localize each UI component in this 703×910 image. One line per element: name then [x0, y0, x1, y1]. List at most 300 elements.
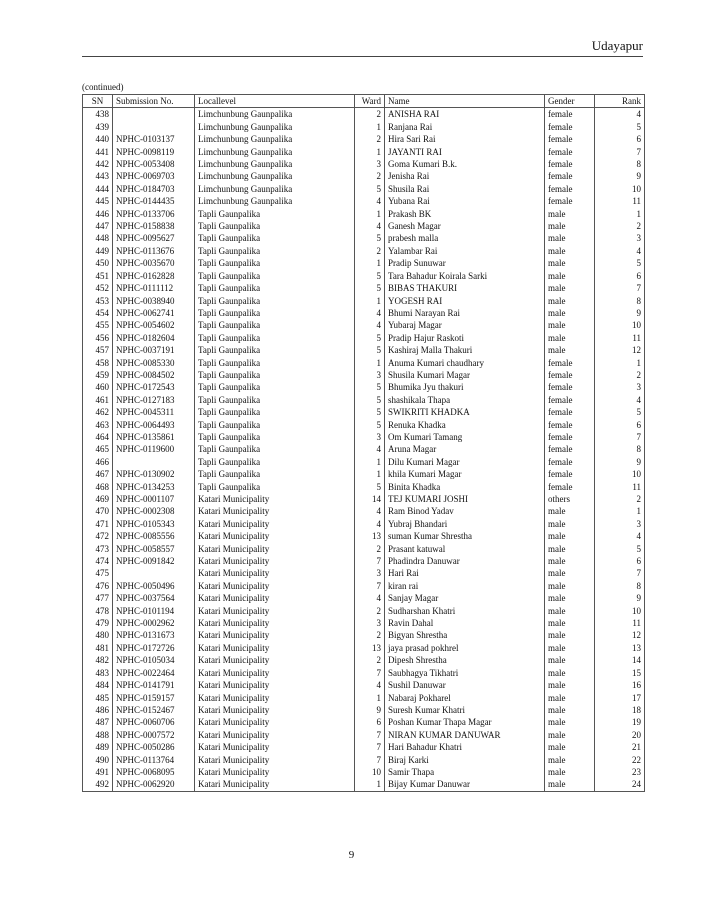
cell-submission-no: NPHC-0134253 [113, 481, 195, 493]
cell-rank: 23 [595, 766, 645, 778]
cell-ward: 7 [355, 555, 385, 567]
cell-name: Nabaraj Pokharel [385, 692, 545, 704]
cell-locallevel: Tapli Gaunpalika [195, 357, 355, 369]
cell-gender: others [545, 493, 595, 505]
cell-rank: 5 [595, 121, 645, 133]
cell-locallevel: Katari Municipality [195, 729, 355, 741]
cell-gender: male [545, 592, 595, 604]
cell-rank: 7 [595, 567, 645, 579]
cell-gender: male [545, 282, 595, 294]
table-row [83, 295, 645, 307]
cell-submission-no: NPHC-0144435 [113, 195, 195, 207]
cell-ward: 4 [355, 592, 385, 604]
cell-gender: male [545, 617, 595, 629]
cell-sn: 458 [83, 357, 113, 369]
cell-submission-no: NPHC-0035670 [113, 257, 195, 269]
cell-locallevel: Tapli Gaunpalika [195, 394, 355, 406]
table-row [83, 431, 645, 443]
cell-name: Yubraj Bhandari [385, 518, 545, 530]
cell-ward: 14 [355, 493, 385, 505]
cell-gender: male [545, 270, 595, 282]
cell-ward: 1 [355, 692, 385, 704]
cell-ward: 2 [355, 605, 385, 617]
column-header-rank: Rank [595, 95, 645, 108]
cell-sn: 450 [83, 257, 113, 269]
cell-locallevel: Limchunbung Gaunpalika [195, 195, 355, 207]
cell-name: Saubhagya Tikhatri [385, 667, 545, 679]
cell-locallevel: Tapli Gaunpalika [195, 443, 355, 455]
table-row [83, 505, 645, 517]
cell-rank: 6 [595, 270, 645, 282]
cell-rank: 12 [595, 629, 645, 641]
cell-gender: male [545, 344, 595, 356]
cell-sn: 480 [83, 629, 113, 641]
cell-sn: 477 [83, 592, 113, 604]
cell-locallevel: Tapli Gaunpalika [195, 332, 355, 344]
cell-rank: 5 [595, 257, 645, 269]
cell-rank: 16 [595, 679, 645, 691]
cell-sn: 463 [83, 419, 113, 431]
cell-sn: 492 [83, 778, 113, 791]
cell-ward: 4 [355, 679, 385, 691]
cell-sn: 444 [83, 183, 113, 195]
cell-submission-no: NPHC-0038940 [113, 295, 195, 307]
cell-submission-no: NPHC-0184703 [113, 183, 195, 195]
cell-locallevel: Tapli Gaunpalika [195, 220, 355, 232]
cell-submission-no: NPHC-0111112 [113, 282, 195, 294]
cell-sn: 457 [83, 344, 113, 356]
cell-gender: male [545, 692, 595, 704]
cell-submission-no: NPHC-0007572 [113, 729, 195, 741]
cell-ward: 4 [355, 505, 385, 517]
cell-ward: 5 [355, 344, 385, 356]
cell-submission-no [113, 567, 195, 579]
cell-ward: 3 [355, 158, 385, 170]
cell-sn: 459 [83, 369, 113, 381]
column-header-ward: Ward [355, 95, 385, 108]
cell-locallevel: Katari Municipality [195, 518, 355, 530]
table-row [83, 456, 645, 468]
cell-name: Sushil Danuwar [385, 679, 545, 691]
cell-name: Bigyan Shrestha [385, 629, 545, 641]
cell-gender: male [545, 605, 595, 617]
table-row [83, 629, 645, 641]
running-header [82, 38, 643, 57]
cell-gender: male [545, 754, 595, 766]
cell-sn: 456 [83, 332, 113, 344]
cell-sn: 478 [83, 605, 113, 617]
cell-ward: 13 [355, 642, 385, 654]
table-row [83, 754, 645, 766]
cell-locallevel: Katari Municipality [195, 580, 355, 592]
cell-ward: 3 [355, 617, 385, 629]
table-row [83, 208, 645, 220]
cell-sn: 470 [83, 505, 113, 517]
cell-name: Ranjana Rai [385, 121, 545, 133]
cell-gender: male [545, 543, 595, 555]
table-row [83, 307, 645, 319]
cell-submission-no: NPHC-0002308 [113, 505, 195, 517]
cell-ward: 1 [355, 357, 385, 369]
cell-ward: 1 [355, 295, 385, 307]
cell-sn: 455 [83, 319, 113, 331]
table-row [83, 530, 645, 542]
cell-submission-no: NPHC-0152467 [113, 704, 195, 716]
cell-name: Poshan Kumar Thapa Magar [385, 716, 545, 728]
cell-locallevel: Tapli Gaunpalika [195, 307, 355, 319]
cell-name: Goma Kumari B.k. [385, 158, 545, 170]
cell-submission-no: NPHC-0062741 [113, 307, 195, 319]
cell-sn: 482 [83, 654, 113, 666]
table-row [83, 605, 645, 617]
cell-ward: 2 [355, 133, 385, 145]
cell-rank: 8 [595, 580, 645, 592]
cell-locallevel: Katari Municipality [195, 493, 355, 505]
cell-rank: 8 [595, 295, 645, 307]
cell-rank: 11 [595, 617, 645, 629]
cell-rank: 10 [595, 319, 645, 331]
cell-gender: male [545, 232, 595, 244]
cell-submission-no [113, 108, 195, 121]
cell-sn: 448 [83, 232, 113, 244]
cell-submission-no: NPHC-0159157 [113, 692, 195, 704]
cell-gender: male [545, 667, 595, 679]
cell-rank: 1 [595, 208, 645, 220]
cell-ward: 2 [355, 170, 385, 182]
cell-name: Ravin Dahal [385, 617, 545, 629]
cell-submission-no [113, 456, 195, 468]
cell-gender: female [545, 381, 595, 393]
table-row [83, 729, 645, 741]
table-row [83, 282, 645, 294]
cell-name: Sudharshan Khatri [385, 605, 545, 617]
cell-name: Pradip Hajur Raskoti [385, 332, 545, 344]
cell-rank: 11 [595, 332, 645, 344]
table-row [83, 692, 645, 704]
cell-name: YOGESH RAI [385, 295, 545, 307]
cell-locallevel: Limchunbung Gaunpalika [195, 146, 355, 158]
cell-submission-no: NPHC-0085556 [113, 530, 195, 542]
cell-ward: 7 [355, 741, 385, 753]
cell-sn: 446 [83, 208, 113, 220]
cell-ward: 3 [355, 567, 385, 579]
cell-ward: 2 [355, 108, 385, 121]
cell-submission-no: NPHC-0085330 [113, 357, 195, 369]
cell-locallevel: Limchunbung Gaunpalika [195, 183, 355, 195]
table-row [83, 654, 645, 666]
cell-gender: female [545, 406, 595, 418]
cell-name: Shusila Kumari Magar [385, 369, 545, 381]
cell-name: Dilu Kumari Magar [385, 456, 545, 468]
cell-locallevel: Tapli Gaunpalika [195, 295, 355, 307]
cell-submission-no: NPHC-0172726 [113, 642, 195, 654]
cell-submission-no: NPHC-0022464 [113, 667, 195, 679]
cell-sn: 454 [83, 307, 113, 319]
cell-locallevel: Tapli Gaunpalika [195, 245, 355, 257]
cell-gender: male [545, 208, 595, 220]
cell-locallevel: Tapli Gaunpalika [195, 257, 355, 269]
cell-sn: 474 [83, 555, 113, 567]
cell-rank: 15 [595, 667, 645, 679]
cell-sn: 439 [83, 121, 113, 133]
table-row [83, 592, 645, 604]
cell-rank: 2 [595, 369, 645, 381]
cell-gender: female [545, 357, 595, 369]
cell-locallevel: Tapli Gaunpalika [195, 431, 355, 443]
cell-submission-no: NPHC-0002962 [113, 617, 195, 629]
cell-ward: 2 [355, 543, 385, 555]
cell-gender: female [545, 108, 595, 121]
cell-ward: 2 [355, 629, 385, 641]
cell-sn: 467 [83, 468, 113, 480]
cell-ward: 5 [355, 332, 385, 344]
cell-sn: 475 [83, 567, 113, 579]
table-row [83, 170, 645, 182]
cell-sn: 460 [83, 381, 113, 393]
cell-locallevel: Tapli Gaunpalika [195, 456, 355, 468]
cell-locallevel: Limchunbung Gaunpalika [195, 133, 355, 145]
cell-locallevel: Tapli Gaunpalika [195, 319, 355, 331]
cell-locallevel: Tapli Gaunpalika [195, 270, 355, 282]
cell-rank: 10 [595, 605, 645, 617]
page-number: 9 [348, 849, 355, 861]
cell-submission-no: NPHC-0084502 [113, 369, 195, 381]
cell-submission-no: NPHC-0001107 [113, 493, 195, 505]
cell-sn: 488 [83, 729, 113, 741]
cell-locallevel: Tapli Gaunpalika [195, 369, 355, 381]
cell-sn: 466 [83, 456, 113, 468]
table-row [83, 158, 645, 170]
cell-name: Ram Binod Yadav [385, 505, 545, 517]
cell-rank: 17 [595, 692, 645, 704]
cell-name: Pradip Sunuwar [385, 257, 545, 269]
cell-ward: 1 [355, 121, 385, 133]
cell-name: BIBAS THAKURI [385, 282, 545, 294]
table-row [83, 195, 645, 207]
cell-locallevel: Tapli Gaunpalika [195, 468, 355, 480]
cell-locallevel: Katari Municipality [195, 543, 355, 555]
cell-name: Bhumi Narayan Rai [385, 307, 545, 319]
cell-rank: 21 [595, 741, 645, 753]
cell-sn: 490 [83, 754, 113, 766]
table-row [83, 741, 645, 753]
cell-rank: 9 [595, 592, 645, 604]
cell-ward: 1 [355, 468, 385, 480]
cell-locallevel: Tapli Gaunpalika [195, 208, 355, 220]
cell-sn: 462 [83, 406, 113, 418]
cell-ward: 7 [355, 580, 385, 592]
cell-submission-no: NPHC-0091842 [113, 555, 195, 567]
cell-ward: 4 [355, 307, 385, 319]
cell-sn: 484 [83, 679, 113, 691]
cell-gender: female [545, 394, 595, 406]
cell-locallevel: Katari Municipality [195, 679, 355, 691]
cell-gender: male [545, 245, 595, 257]
table-row [83, 704, 645, 716]
column-header-submission-no: Submission No. [113, 95, 195, 108]
cell-name: Hari Bahadur Khatri [385, 741, 545, 753]
table-row [83, 133, 645, 145]
cell-sn: 442 [83, 158, 113, 170]
cell-name: Biraj Karki [385, 754, 545, 766]
table-row [83, 419, 645, 431]
cell-gender: male [545, 741, 595, 753]
cell-rank: 7 [595, 282, 645, 294]
cell-sn: 447 [83, 220, 113, 232]
cell-name: Hira Sari Rai [385, 133, 545, 145]
cell-sn: 473 [83, 543, 113, 555]
cell-sn: 487 [83, 716, 113, 728]
cell-ward: 5 [355, 183, 385, 195]
cell-ward: 5 [355, 481, 385, 493]
cell-name: NIRAN KUMAR DANUWAR [385, 729, 545, 741]
table-row [83, 108, 645, 121]
cell-locallevel: Tapli Gaunpalika [195, 344, 355, 356]
cell-submission-no: NPHC-0130902 [113, 468, 195, 480]
cell-rank: 6 [595, 419, 645, 431]
table-row [83, 667, 645, 679]
cell-submission-no: NPHC-0050496 [113, 580, 195, 592]
cell-gender: male [545, 319, 595, 331]
cell-ward: 4 [355, 443, 385, 455]
column-header-sn: SN [83, 95, 113, 108]
cell-locallevel: Limchunbung Gaunpalika [195, 158, 355, 170]
cell-gender: male [545, 679, 595, 691]
cell-locallevel: Katari Municipality [195, 667, 355, 679]
cell-sn: 476 [83, 580, 113, 592]
cell-locallevel: Katari Municipality [195, 530, 355, 542]
cell-gender: female [545, 431, 595, 443]
cell-ward: 9 [355, 704, 385, 716]
cell-rank: 24 [595, 778, 645, 791]
cell-ward: 5 [355, 394, 385, 406]
cell-gender: male [545, 505, 595, 517]
cell-submission-no: NPHC-0058557 [113, 543, 195, 555]
table-row [83, 543, 645, 555]
cell-locallevel: Limchunbung Gaunpalika [195, 170, 355, 182]
cell-ward: 4 [355, 319, 385, 331]
cell-sn: 441 [83, 146, 113, 158]
table-row [83, 369, 645, 381]
cell-submission-no: NPHC-0095627 [113, 232, 195, 244]
cell-name: Aruna Magar [385, 443, 545, 455]
cell-name: Yubana Rai [385, 195, 545, 207]
cell-gender: male [545, 629, 595, 641]
cell-gender: female [545, 133, 595, 145]
table-row [83, 580, 645, 592]
cell-name: khila Kumari Magar [385, 468, 545, 480]
cell-submission-no: NPHC-0060706 [113, 716, 195, 728]
cell-submission-no: NPHC-0162828 [113, 270, 195, 282]
cell-sn: 464 [83, 431, 113, 443]
cell-sn: 489 [83, 741, 113, 753]
table-row [83, 257, 645, 269]
table-row [83, 406, 645, 418]
cell-ward: 3 [355, 431, 385, 443]
table-row [83, 617, 645, 629]
table-header-row [83, 95, 645, 108]
table-row [83, 468, 645, 480]
table-row [83, 121, 645, 133]
cell-ward: 1 [355, 257, 385, 269]
cell-sn: 438 [83, 108, 113, 121]
cell-locallevel: Katari Municipality [195, 555, 355, 567]
cell-locallevel: Tapli Gaunpalika [195, 232, 355, 244]
table-row [83, 344, 645, 356]
cell-name: Bhumika Jyu thakuri [385, 381, 545, 393]
cell-gender: male [545, 567, 595, 579]
cell-rank: 11 [595, 195, 645, 207]
cell-sn: 440 [83, 133, 113, 145]
cell-name: kiran rai [385, 580, 545, 592]
table-body [83, 108, 645, 791]
cell-name: Bijay Kumar Danuwar [385, 778, 545, 791]
cell-locallevel: Tapli Gaunpalika [195, 419, 355, 431]
cell-submission-no: NPHC-0053408 [113, 158, 195, 170]
table-continued-caption: (continued) [82, 82, 124, 92]
cell-name: Suresh Kumar Khatri [385, 704, 545, 716]
cell-gender: male [545, 307, 595, 319]
cell-submission-no: NPHC-0119600 [113, 443, 195, 455]
table-row [83, 381, 645, 393]
cell-ward: 4 [355, 518, 385, 530]
cell-rank: 14 [595, 654, 645, 666]
cell-name: Renuka Khadka [385, 419, 545, 431]
cell-locallevel: Katari Municipality [195, 741, 355, 753]
table-row [83, 555, 645, 567]
cell-gender: female [545, 158, 595, 170]
cell-gender: male [545, 766, 595, 778]
cell-gender: female [545, 170, 595, 182]
cell-locallevel: Katari Municipality [195, 505, 355, 517]
cell-sn: 471 [83, 518, 113, 530]
cell-name: Jenisha Rai [385, 170, 545, 182]
column-header-gender: Gender [545, 95, 595, 108]
cell-name: Yubaraj Magar [385, 319, 545, 331]
cell-locallevel: Katari Municipality [195, 766, 355, 778]
table-row [83, 245, 645, 257]
cell-name: prabesh malla [385, 232, 545, 244]
cell-name: jaya prasad pokhrel [385, 642, 545, 654]
cell-ward: 5 [355, 270, 385, 282]
cell-rank: 1 [595, 505, 645, 517]
cell-submission-no: NPHC-0127183 [113, 394, 195, 406]
cell-submission-no: NPHC-0064493 [113, 419, 195, 431]
cell-rank: 1 [595, 357, 645, 369]
cell-rank: 8 [595, 158, 645, 170]
cell-rank: 7 [595, 146, 645, 158]
cell-locallevel: Tapli Gaunpalika [195, 406, 355, 418]
cell-submission-no: NPHC-0182604 [113, 332, 195, 344]
cell-gender: male [545, 518, 595, 530]
cell-sn: 443 [83, 170, 113, 182]
cell-ward: 3 [355, 369, 385, 381]
cell-submission-no: NPHC-0098119 [113, 146, 195, 158]
table-row [83, 778, 645, 791]
cell-gender: male [545, 704, 595, 716]
table-row [83, 220, 645, 232]
cell-rank: 18 [595, 704, 645, 716]
cell-name: Yalambar Rai [385, 245, 545, 257]
cell-name: ANISHA RAI [385, 108, 545, 121]
cell-sn: 481 [83, 642, 113, 654]
cell-submission-no: NPHC-0054602 [113, 319, 195, 331]
cell-sn: 491 [83, 766, 113, 778]
cell-rank: 19 [595, 716, 645, 728]
cell-ward: 10 [355, 766, 385, 778]
table-row [83, 394, 645, 406]
cell-ward: 1 [355, 778, 385, 791]
